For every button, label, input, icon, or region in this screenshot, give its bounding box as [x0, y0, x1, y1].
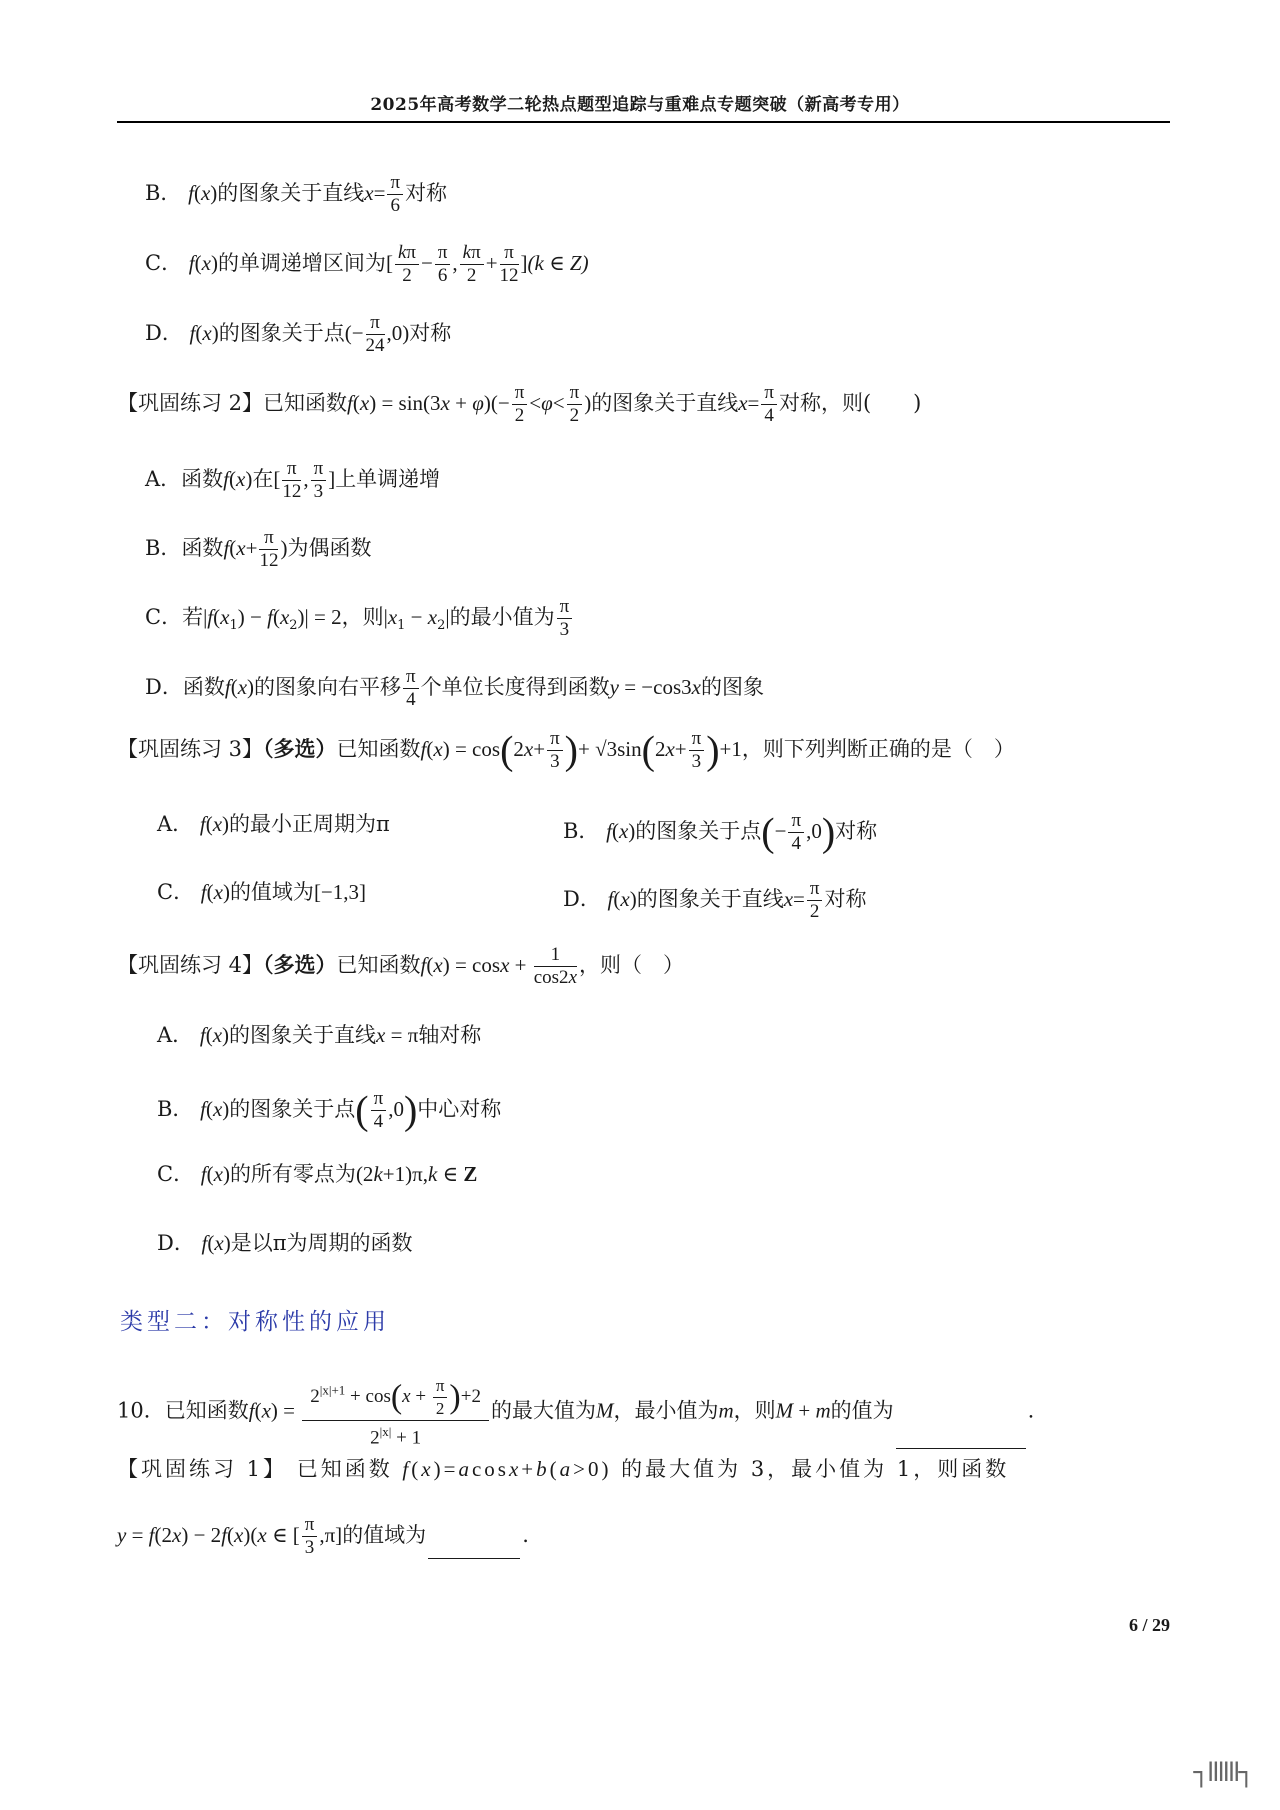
option-c-prev: C． f(x)的单调递增区间为[ $\frac{k\pi}{2}$ − $\frac{\pi}{6}$ , $\frac{k\pi}{2}$ + $\frac{\pi}{12}$ ](k ∈ Z): [145, 242, 589, 286]
practice-2-stem: 【巩固练习 2】已知函数f(x) = sin(3x + φ)(− $\frac{\pi}{2}$ <φ< $\frac{\pi}{2}$ )的图象关于直线x= $\frac{\pi}{4}$ 对称，则( ): [117, 382, 922, 426]
section-title: 类型二：对称性的应用: [120, 1309, 390, 1335]
practice-3-option-b: B． f(x)的图象关于点(− $\frac{\pi}{4}$ ,0)对称: [563, 809, 878, 855]
practice-4-option-a: A． f(x)的图象关于直线x = π轴对称: [157, 1023, 482, 1047]
practice-3-option-d: D． f(x)的图象关于直线x= $\frac{\pi}{2}$ 对称: [563, 878, 867, 922]
practice-2-option-a: A．函数f(x)在[ $\frac{\pi}{12}$ , $\frac{\pi}{3}$ ]上单调递增: [145, 458, 441, 502]
practice-3-stem: 【巩固练习 3】（多选）已知函数f(x) = cos(2x+ $\frac{\pi}{3}$ )+ √3sin(2x+ $\frac{\pi}{3}$ )+1，则下列判断正确的是（ ）: [117, 727, 1015, 773]
header-rule: [117, 121, 1170, 123]
practice-1b-stem: 【巩固练习 1】 已知函数 f(x)=acosx+b(a>0) 的最大值为 3，最小值为 1，则函数: [117, 1457, 1010, 1481]
question-10: 10．已知函数f(x) = $2^{|x|+1} + \cos(x$ + $\frac{\pi}{2}$ )+2 $2^{|x|} + 1$ 的最大值为M，最小值为m，则M + m的值为 .: [117, 1376, 1035, 1449]
practice-1b-stem-cont: y = f(2x) − 2f(x)(x ∈ [ $\frac{\pi}{3}$ ,π]的值域为 .: [117, 1514, 529, 1558]
document-header: 2025年高考数学二轮热点题型追踪与重难点专题突破（新高考专用）: [370, 95, 910, 115]
option-d-prev: D． f(x)的图象关于点(− $\frac{\pi}{24}$ ,0)对称: [145, 312, 452, 356]
answer-blank-2[interactable]: [428, 1558, 520, 1559]
watermark: ┐llllll┐: [1193, 1758, 1252, 1788]
practice-4-stem: 【巩固练习 4】（多选）已知函数f(x) = cosx + $\frac{1}{\cos 2x}$ ，则（ ）: [117, 944, 684, 988]
practice-2-option-c: C．若$|f(x_1) - f(x_2)| = 2$，则$|x_1 - x_2|$的最小值为 $\frac{\pi}{3}$: [145, 596, 574, 641]
practice-3-option-c: C． f(x)的值域为[−1,3]: [157, 880, 367, 904]
practice-4-option-d: D． f(x)是以π为周期的函数: [157, 1231, 413, 1255]
option-b-prev: B． f(x)的图象关于直线x= $\frac{\pi}{6}$ 对称: [145, 172, 448, 216]
answer-blank[interactable]: [896, 1448, 1026, 1449]
practice-3-option-a: A． f(x)的最小正周期为π: [157, 812, 390, 836]
page-number: 6 / 29: [1128, 1615, 1170, 1635]
practice-2-option-b: B．函数f(x+ $\frac{\pi}{12}$ )为偶函数: [145, 527, 372, 571]
practice-4-option-c: C． f(x)的所有零点为(2k+1)π,k ∈ Z: [157, 1162, 478, 1186]
practice-2-option-d: D．函数f(x)的图象向右平移 $\frac{\pi}{4}$ 个单位长度得到函数y = −cos3x的图象: [145, 666, 764, 710]
practice-4-option-b: B． f(x)的图象关于点( $\frac{\pi}{4}$ ,0)中心对称: [157, 1087, 502, 1133]
